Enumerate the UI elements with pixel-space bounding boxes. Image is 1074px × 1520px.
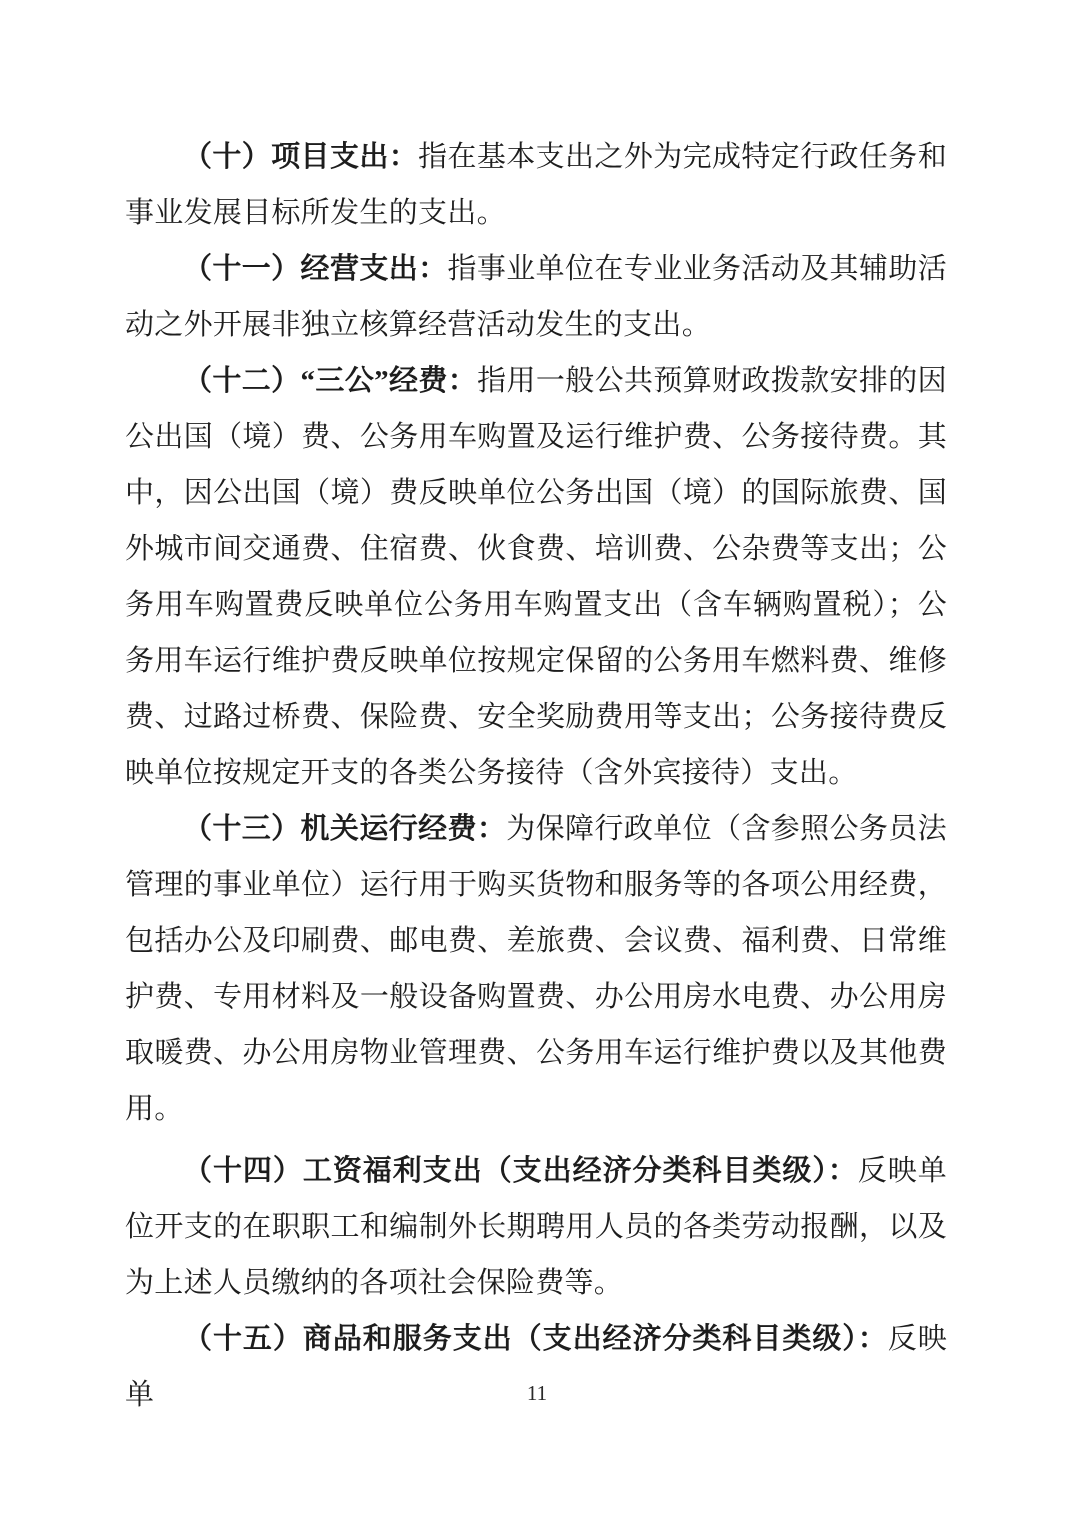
- paragraph-text: 指用一般公共预算财政拨款安排的因公出国（境）费、公务用车购置及运行维护费、公务接待费。其中，因公出国（境）费反映单位公务出国（境）的国际旅费、国外城市间交通费、住宿费、伙食费、培训费、公杂费等支出；公务用车购置费反映单位公务用车购置支出（含车辆购置税）；公务用车运行维护费反映单位按规定保留的公务用车燃料费、维修费、过路过桥费、保险费、安全奖励费用等支出；公务接待费反映单位按规定开支的各类公务接待（含外宾接待）支出。: [125, 365, 947, 789]
- paragraph: [125, 353, 947, 801]
- paragraph: [125, 129, 947, 241]
- paragraph-text: 反映单: [125, 1323, 948, 1411]
- paragraph-heading: （十二）“三公”经费：: [183, 365, 478, 397]
- paragraph-heading: （十五）商品和服务支出（支出经济分类科目类级）：: [183, 1323, 888, 1355]
- paragraph-text: 指在基本支出之外为完成特定行政任务和事业发展目标所发生的支出。: [125, 141, 947, 229]
- paragraph-text: 为保障行政单位（含参照公务员法管理的事业单位）运行用于购买货物和服务等的各项公用经费，包括办公及印刷费、邮电费、差旅费、会议费、福利费、日常维护费、专用材料及一般设备购置费、办公用房水电费、办公用房取暖费、办公用房物业管理费、公务用车运行维护费以及其他费用。: [125, 813, 947, 1125]
- document-body: [125, 129, 947, 1423]
- paragraph-heading: （十三）机关运行经费：: [183, 813, 507, 845]
- paragraph-text: 反映单位开支的在职职工和编制外长期聘用人员的各类劳动报酬，以及为上述人员缴纳的各项社会保险费等。: [125, 1155, 948, 1299]
- paragraph-text: 指事业单位在专业业务活动及其辅助活动之外开展非独立核算经营活动发生的支出。: [125, 253, 948, 341]
- paragraph-heading: （十四）工资福利支出（支出经济分类科目类级）：: [183, 1155, 858, 1187]
- paragraph-heading: （十）项目支出：: [183, 141, 419, 173]
- paragraph: [125, 241, 947, 353]
- page-number: 11: [526, 1381, 548, 1405]
- paragraph: [125, 1143, 947, 1311]
- paragraph: [125, 801, 947, 1137]
- paragraph-heading: （十一）经营支出：: [183, 253, 448, 285]
